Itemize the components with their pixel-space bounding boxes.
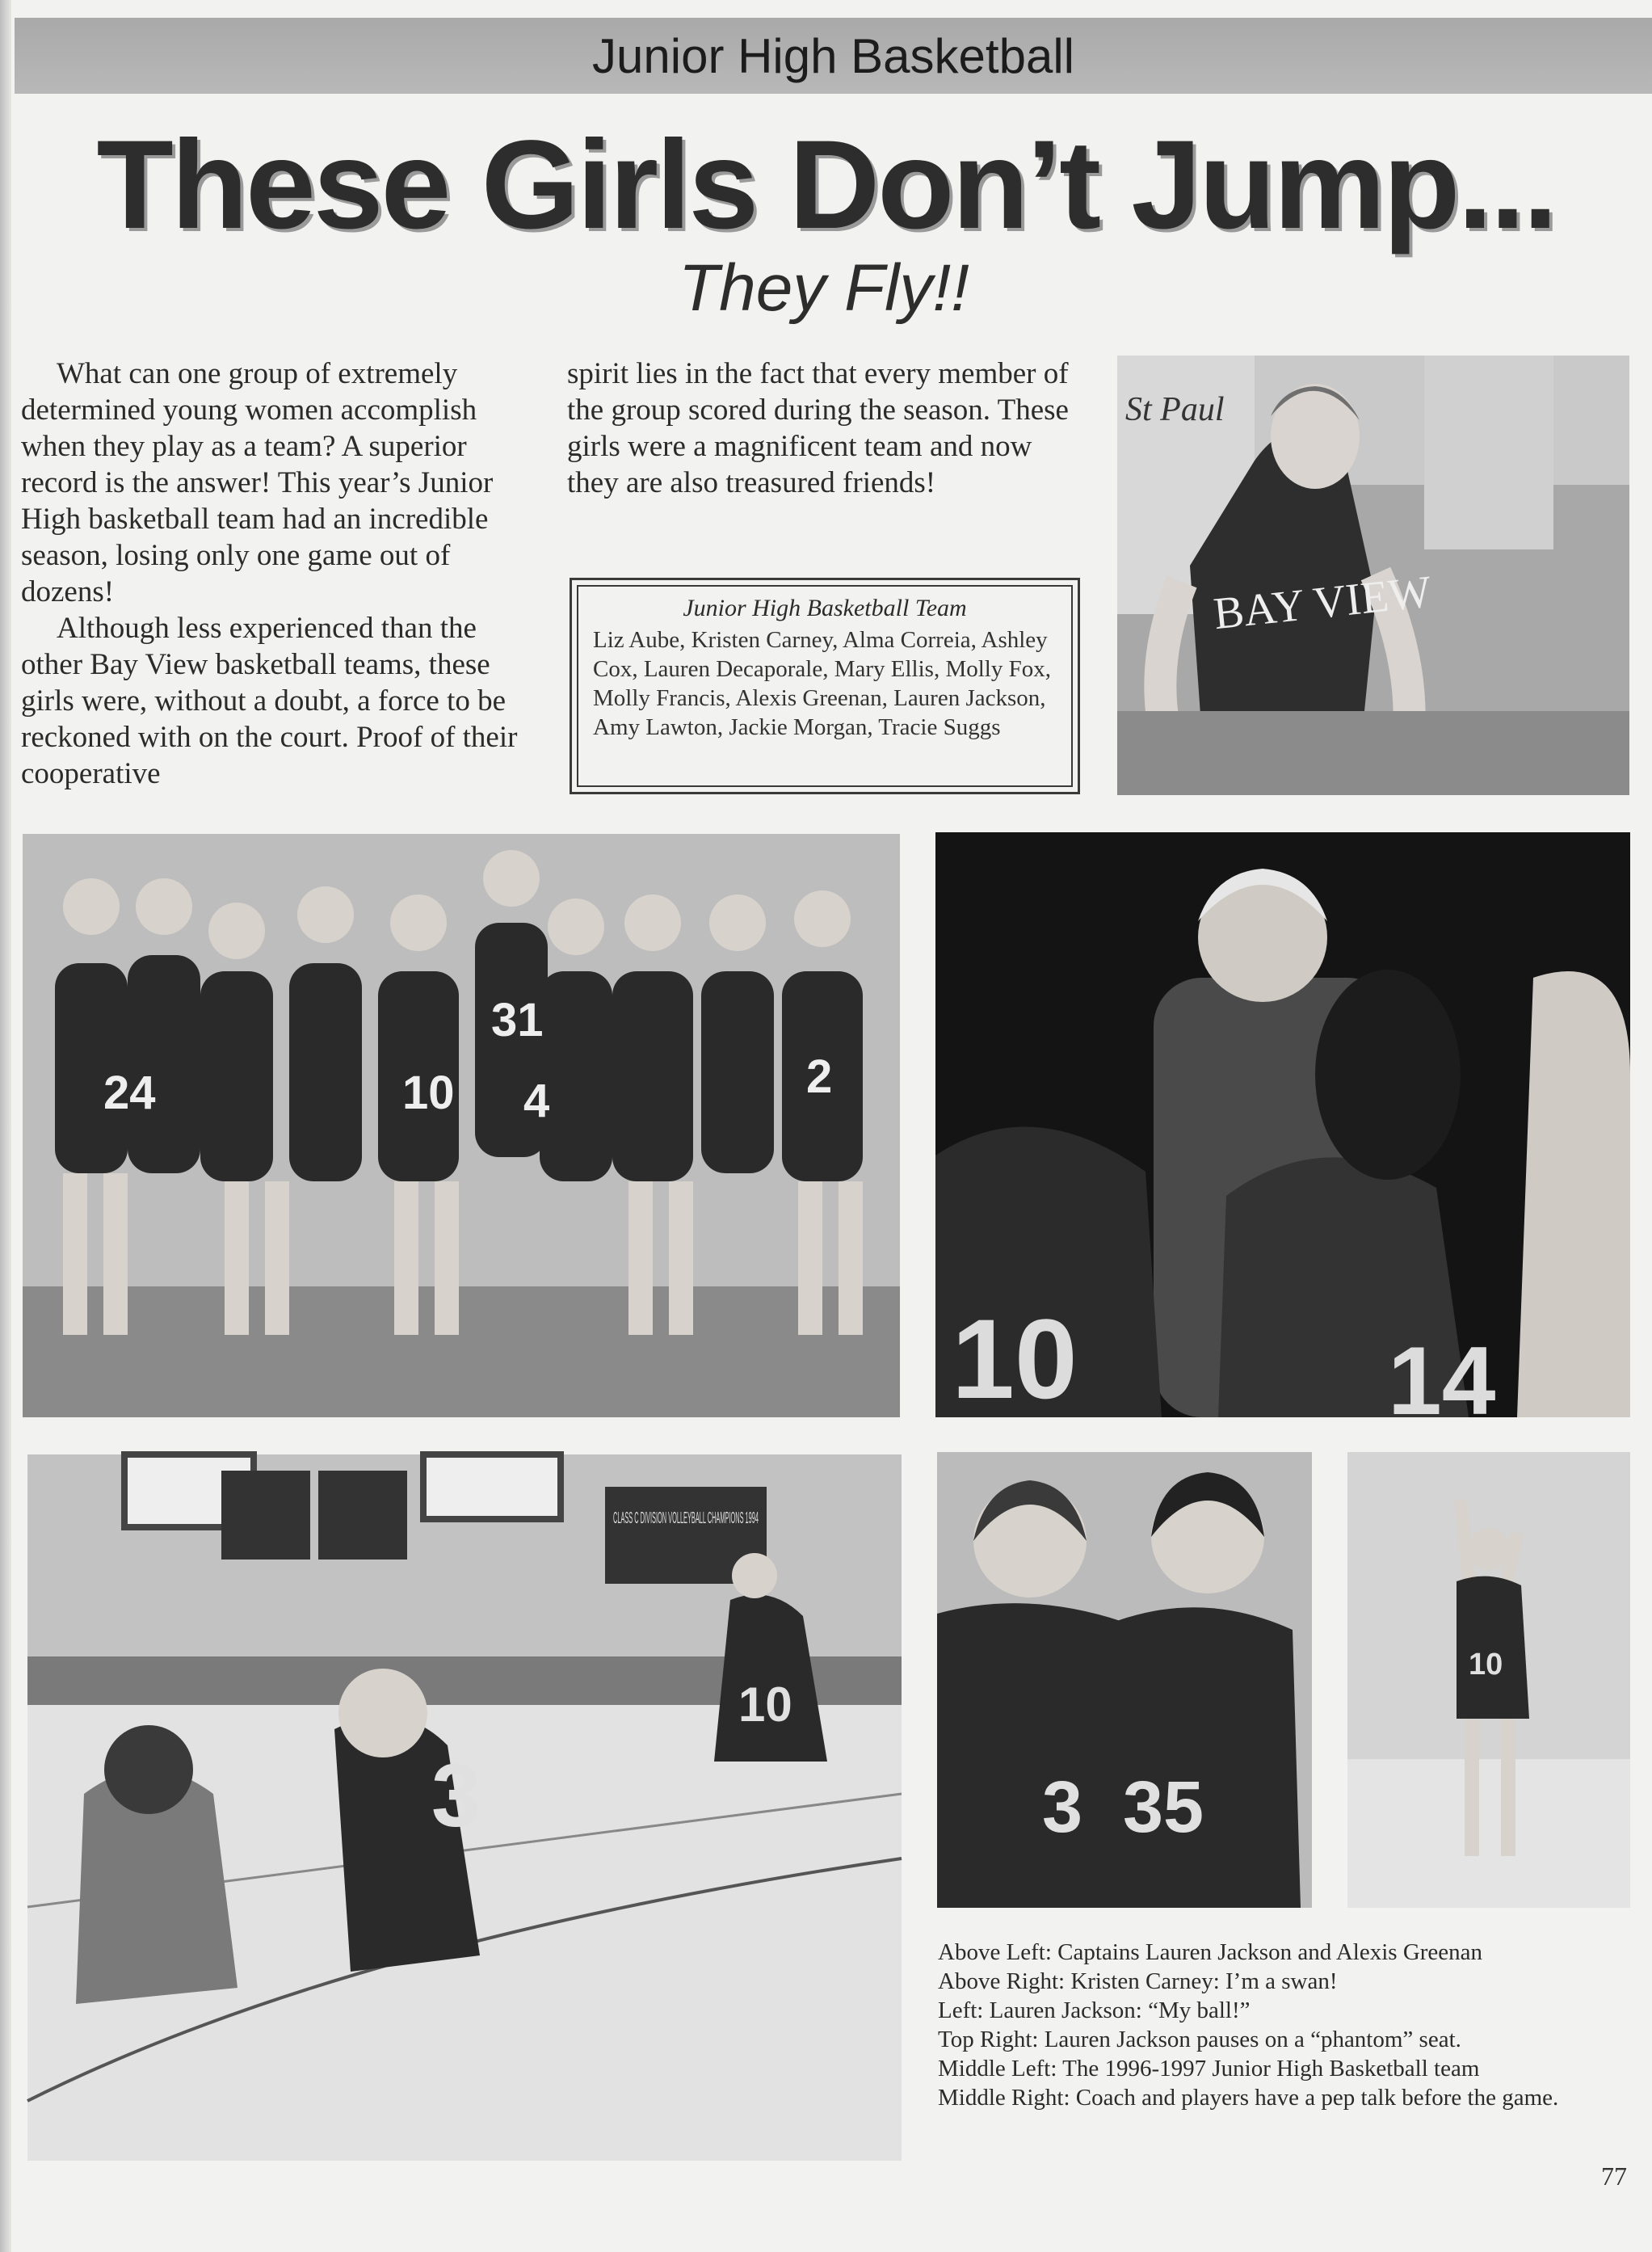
jersey-number: 3	[431, 1746, 481, 1846]
body-paragraph: What can one group of extremely determined young women accomplish when they play as a team? A superior record is the answer! This year’s Junior High basketball team had an incredible season, losing only one game out of dozens!	[21, 357, 494, 608]
photo-coach-pep-talk	[935, 832, 1630, 1435]
caption-line: Middle Left: The 1996-1997 Junior High Basketball team	[938, 2056, 1480, 2082]
jersey-number: 35	[1123, 1767, 1204, 1848]
photo-game-action	[27, 1454, 902, 2161]
jersey-number: 24	[103, 1067, 156, 1119]
caption-line: Above Left: Captains Lauren Jackson and Alexis Greenan	[938, 1939, 1483, 1965]
roster-box	[570, 578, 1080, 794]
opponent-text: St Paul	[1125, 391, 1225, 428]
body-paragraph: spirit lies in the fact that every member of the group scored during the season. These girls were a magnificent team and now they are also treasured friends!	[567, 357, 1069, 499]
subheadline: They Fly!!	[679, 251, 969, 325]
section-banner: Junior High Basketball	[15, 18, 1652, 94]
jersey-text: BAY VIEW	[1211, 566, 1434, 640]
caption-line: Middle Right: Coach and players have a pep talk before the game.	[938, 2085, 1559, 2111]
caption-line: Top Right: Lauren Jackson pauses on a “phantom” seat.	[938, 2027, 1461, 2052]
photo-team	[23, 834, 900, 1417]
roster-title: Junior High Basketball Team	[683, 595, 967, 621]
jersey-number: 4	[523, 1075, 550, 1127]
headline: These Girls Don’t Jump...	[96, 115, 1556, 255]
caption-line: Above Right: Kristen Carney: I’m a swan!	[938, 1968, 1338, 1994]
body-column-2	[567, 356, 1084, 501]
jersey-number: 2	[806, 1050, 833, 1103]
body-paragraph: Although less experienced than the other Bay View basketball teams, these girls were, without a doubt, a force to be reckoned with on the court. Proof of their cooperative	[21, 612, 518, 790]
gym-banner-text: CLASS C DIVISION VOLLEYBALL CHAMPIONS 1994	[613, 1509, 759, 1527]
photo-top-right	[1117, 356, 1629, 795]
jersey-number: 10	[402, 1067, 455, 1119]
jersey-number: 10	[738, 1677, 792, 1732]
roster-inner-frame	[577, 585, 1073, 787]
jersey-number: 3	[1042, 1767, 1083, 1848]
caption-line: Left: Lauren Jackson: “My ball!”	[938, 1997, 1251, 2023]
body-column-1	[21, 356, 530, 792]
page-gutter	[0, 0, 11, 2252]
photo-swan-pose	[1347, 1452, 1630, 1908]
photo-captions	[938, 1938, 1616, 2112]
jersey-number: 10	[952, 1295, 1078, 1422]
photo-captains	[937, 1452, 1312, 1908]
roster-names: Liz Aube, Kristen Carney, Alma Correia, Ashley Cox, Lauren Decaporale, Mary Ellis, Molly Fox, Molly Francis, Alexis Greenan, Lauren Jackson, Amy Lawton, Jackie Morgan, Tracie Suggs	[593, 627, 1051, 740]
jersey-number: 31	[491, 994, 544, 1046]
jersey-number: 14	[1388, 1327, 1496, 1435]
jersey-number: 10	[1469, 1648, 1503, 1682]
page-number: 77	[1601, 2161, 1627, 2191]
